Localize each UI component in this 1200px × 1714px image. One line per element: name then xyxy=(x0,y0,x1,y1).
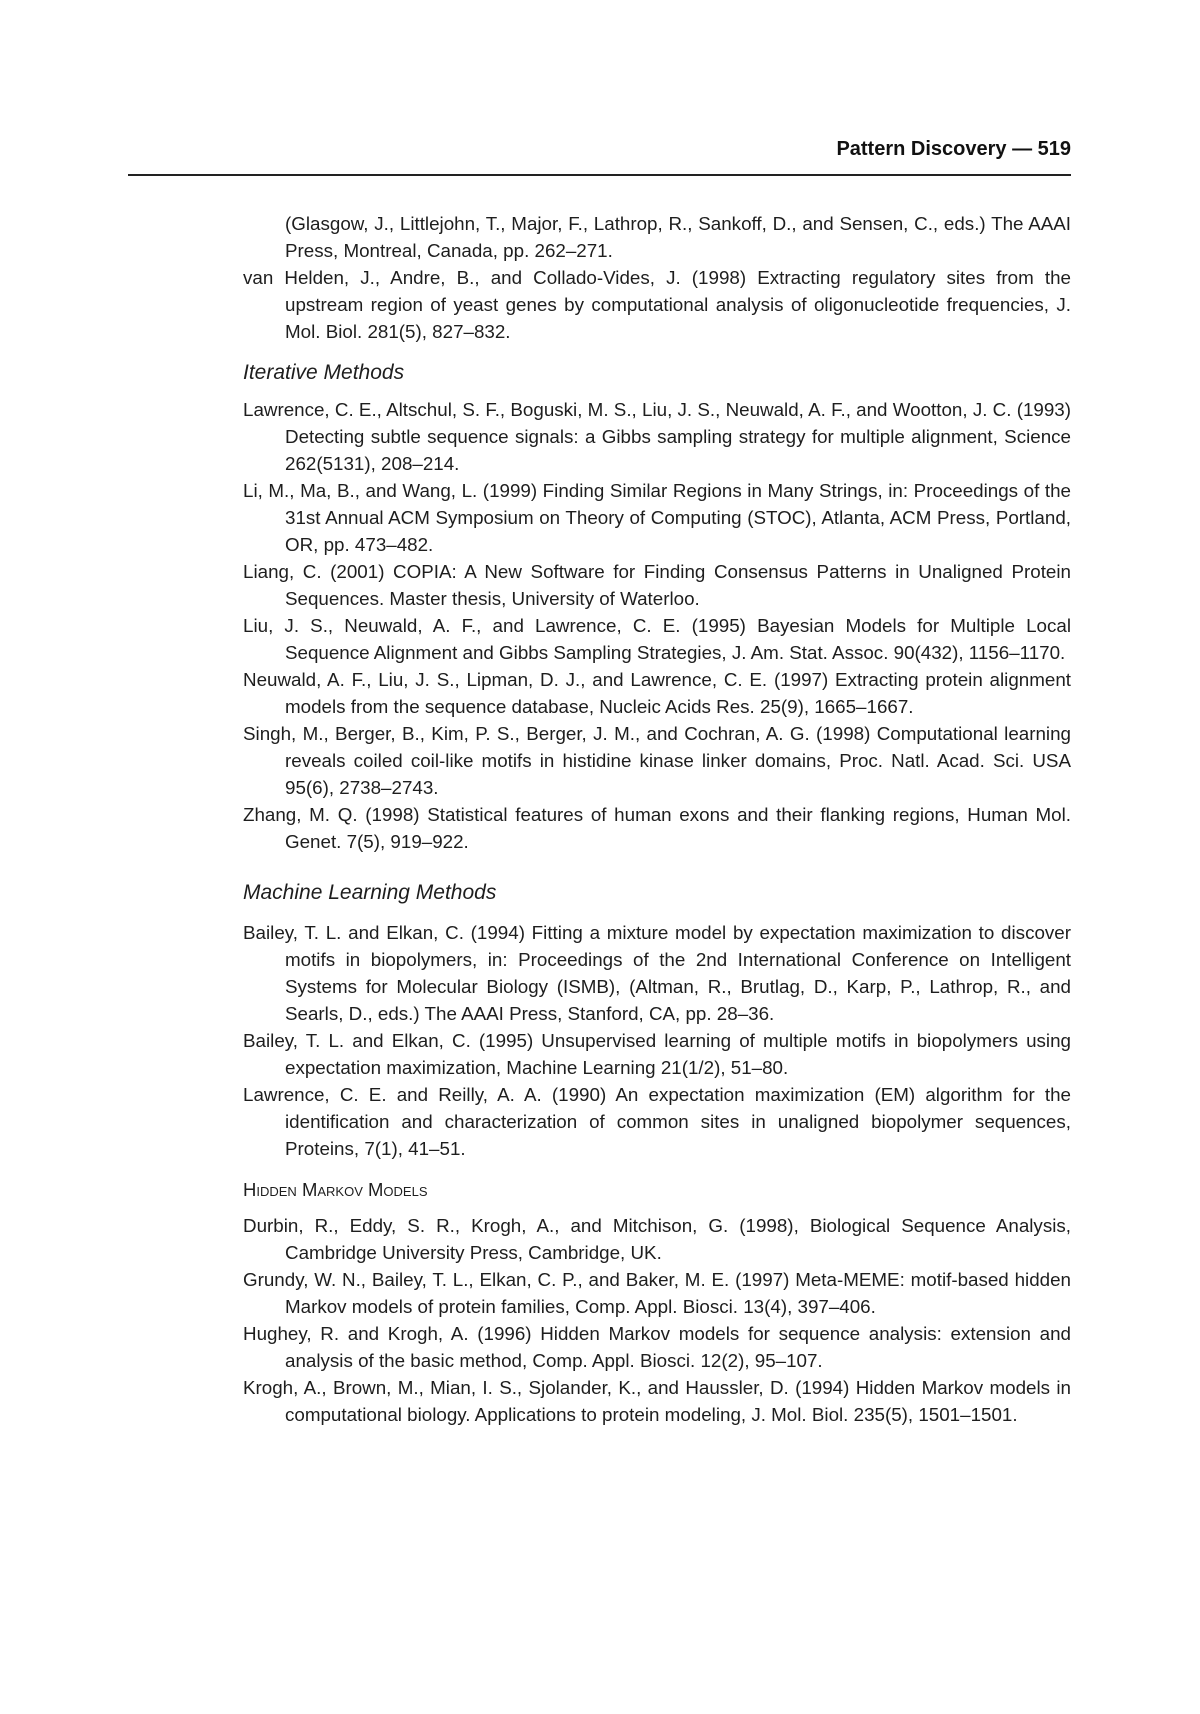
continued-reference: (Glasgow, J., Littlejohn, T., Major, F., Lathrop, R., Sankoff, D., and Sensen, C., eds.) The AAAI Press, Montreal, Canada, pp. 262–271. xyxy=(285,213,1071,261)
reference-entry: Durbin, R., Eddy, S. R., Krogh, A., and Mitchison, G. (1998), Biological Sequence Analysis, Cambridge University Press, Cambridge, UK. xyxy=(243,1215,1071,1263)
reference-entry: Lawrence, C. E. and Reilly, A. A. (1990) An expectation maximization (EM) algorithm for the identification and characterization of common sites in unaligned biopolymer sequences, Proteins, 7(1), 41–51. xyxy=(243,1084,1071,1159)
reference-entry: Krogh, A., Brown, M., Mian, I. S., Sjolander, K., and Haussler, D. (1994) Hidden Markov models in computational biology. Applications to protein modeling, J. Mol. Biol. 235(5), 1501–1501. xyxy=(243,1377,1071,1425)
running-title: Pattern Discovery — 519 xyxy=(836,138,1071,160)
reference-entry: Liu, J. S., Neuwald, A. F., and Lawrence, C. E. (1995) Bayesian Models for Multiple Local Sequence Alignment and Gibbs Sampling Strategies, J. Am. Stat. Assoc. 90(432), 1156–1170. xyxy=(243,615,1071,663)
section-heading-hidden-markov-models: Hidden Markov Models xyxy=(243,1179,428,1200)
reference-entry: Neuwald, A. F., Liu, J. S., Lipman, D. J., and Lawrence, C. E. (1997) Extracting protein alignment models from the sequence database, Nucleic Acids Res. 25(9), 1665–1667. xyxy=(243,669,1071,717)
reference-entry: Singh, M., Berger, B., Kim, P. S., Berger, J. M., and Cochran, A. G. (1998) Computational learning reveals coiled coil-like motifs in histidine kinase linker domains, Proc. Natl. Acad. Sci. USA 95(6), 2738–2743. xyxy=(243,723,1071,798)
reference-entry: Grundy, W. N., Bailey, T. L., Elkan, C. P., and Baker, M. E. (1997) Meta-MEME: motif-based hidden Markov models of protein families, Comp. Appl. Biosci. 13(4), 397–406. xyxy=(243,1269,1071,1317)
reference-entry: Bailey, T. L. and Elkan, C. (1994) Fitting a mixture model by expectation maximization to discover motifs in biopolymers, in: Proceedings of the 2nd International Conference on Intelligent Systems for Molecular Biology (ISMB), (Altman, R., Brutlag, D., Karp, P., Lathrop, R., and Searls, D., eds.) The AAAI Press, Stanford, CA, pp. 28–36. xyxy=(243,922,1071,1024)
section-heading-machine-learning-methods: Machine Learning Methods xyxy=(243,881,497,904)
running-header xyxy=(128,138,1071,176)
reference-list xyxy=(243,210,1071,1428)
section-heading-iterative-methods: Iterative Methods xyxy=(243,361,405,384)
reference-entry: van Helden, J., Andre, B., and Collado-Vides, J. (1998) Extracting regulatory sites from the upstream region of yeast genes by computational analysis of oligonucleotide frequencies, J. Mol. Biol. 281(5), 827–832. xyxy=(243,267,1071,342)
reference-entry: Liang, C. (2001) COPIA: A New Software for Finding Consensus Patterns in Unaligned Protein Sequences. Master thesis, University of Waterloo. xyxy=(243,561,1071,609)
reference-entry: Li, M., Ma, B., and Wang, L. (1999) Finding Similar Regions in Many Strings, in: Proceedings of the 31st Annual ACM Symposium on Theory of Computing (STOC), Atlanta, ACM Press, Portland, OR, pp. 473–482. xyxy=(243,480,1071,555)
reference-entry: Hughey, R. and Krogh, A. (1996) Hidden Markov models for sequence analysis: extension and analysis of the basic method, Comp. Appl. Biosci. 12(2), 95–107. xyxy=(243,1323,1071,1371)
reference-entry: Lawrence, C. E., Altschul, S. F., Boguski, M. S., Liu, J. S., Neuwald, A. F., and Wootton, J. C. (1993) Detecting subtle sequence signals: a Gibbs sampling strategy for multiple alignment, Science 262(5131), 208–214. xyxy=(243,399,1071,474)
reference-entry: Zhang, M. Q. (1998) Statistical features of human exons and their flanking regions, Human Mol. Genet. 7(5), 919–922. xyxy=(243,804,1071,852)
reference-entry: Bailey, T. L. and Elkan, C. (1995) Unsupervised learning of multiple motifs in biopolymers using expectation maximization, Machine Learning 21(1/2), 51–80. xyxy=(243,1030,1071,1078)
